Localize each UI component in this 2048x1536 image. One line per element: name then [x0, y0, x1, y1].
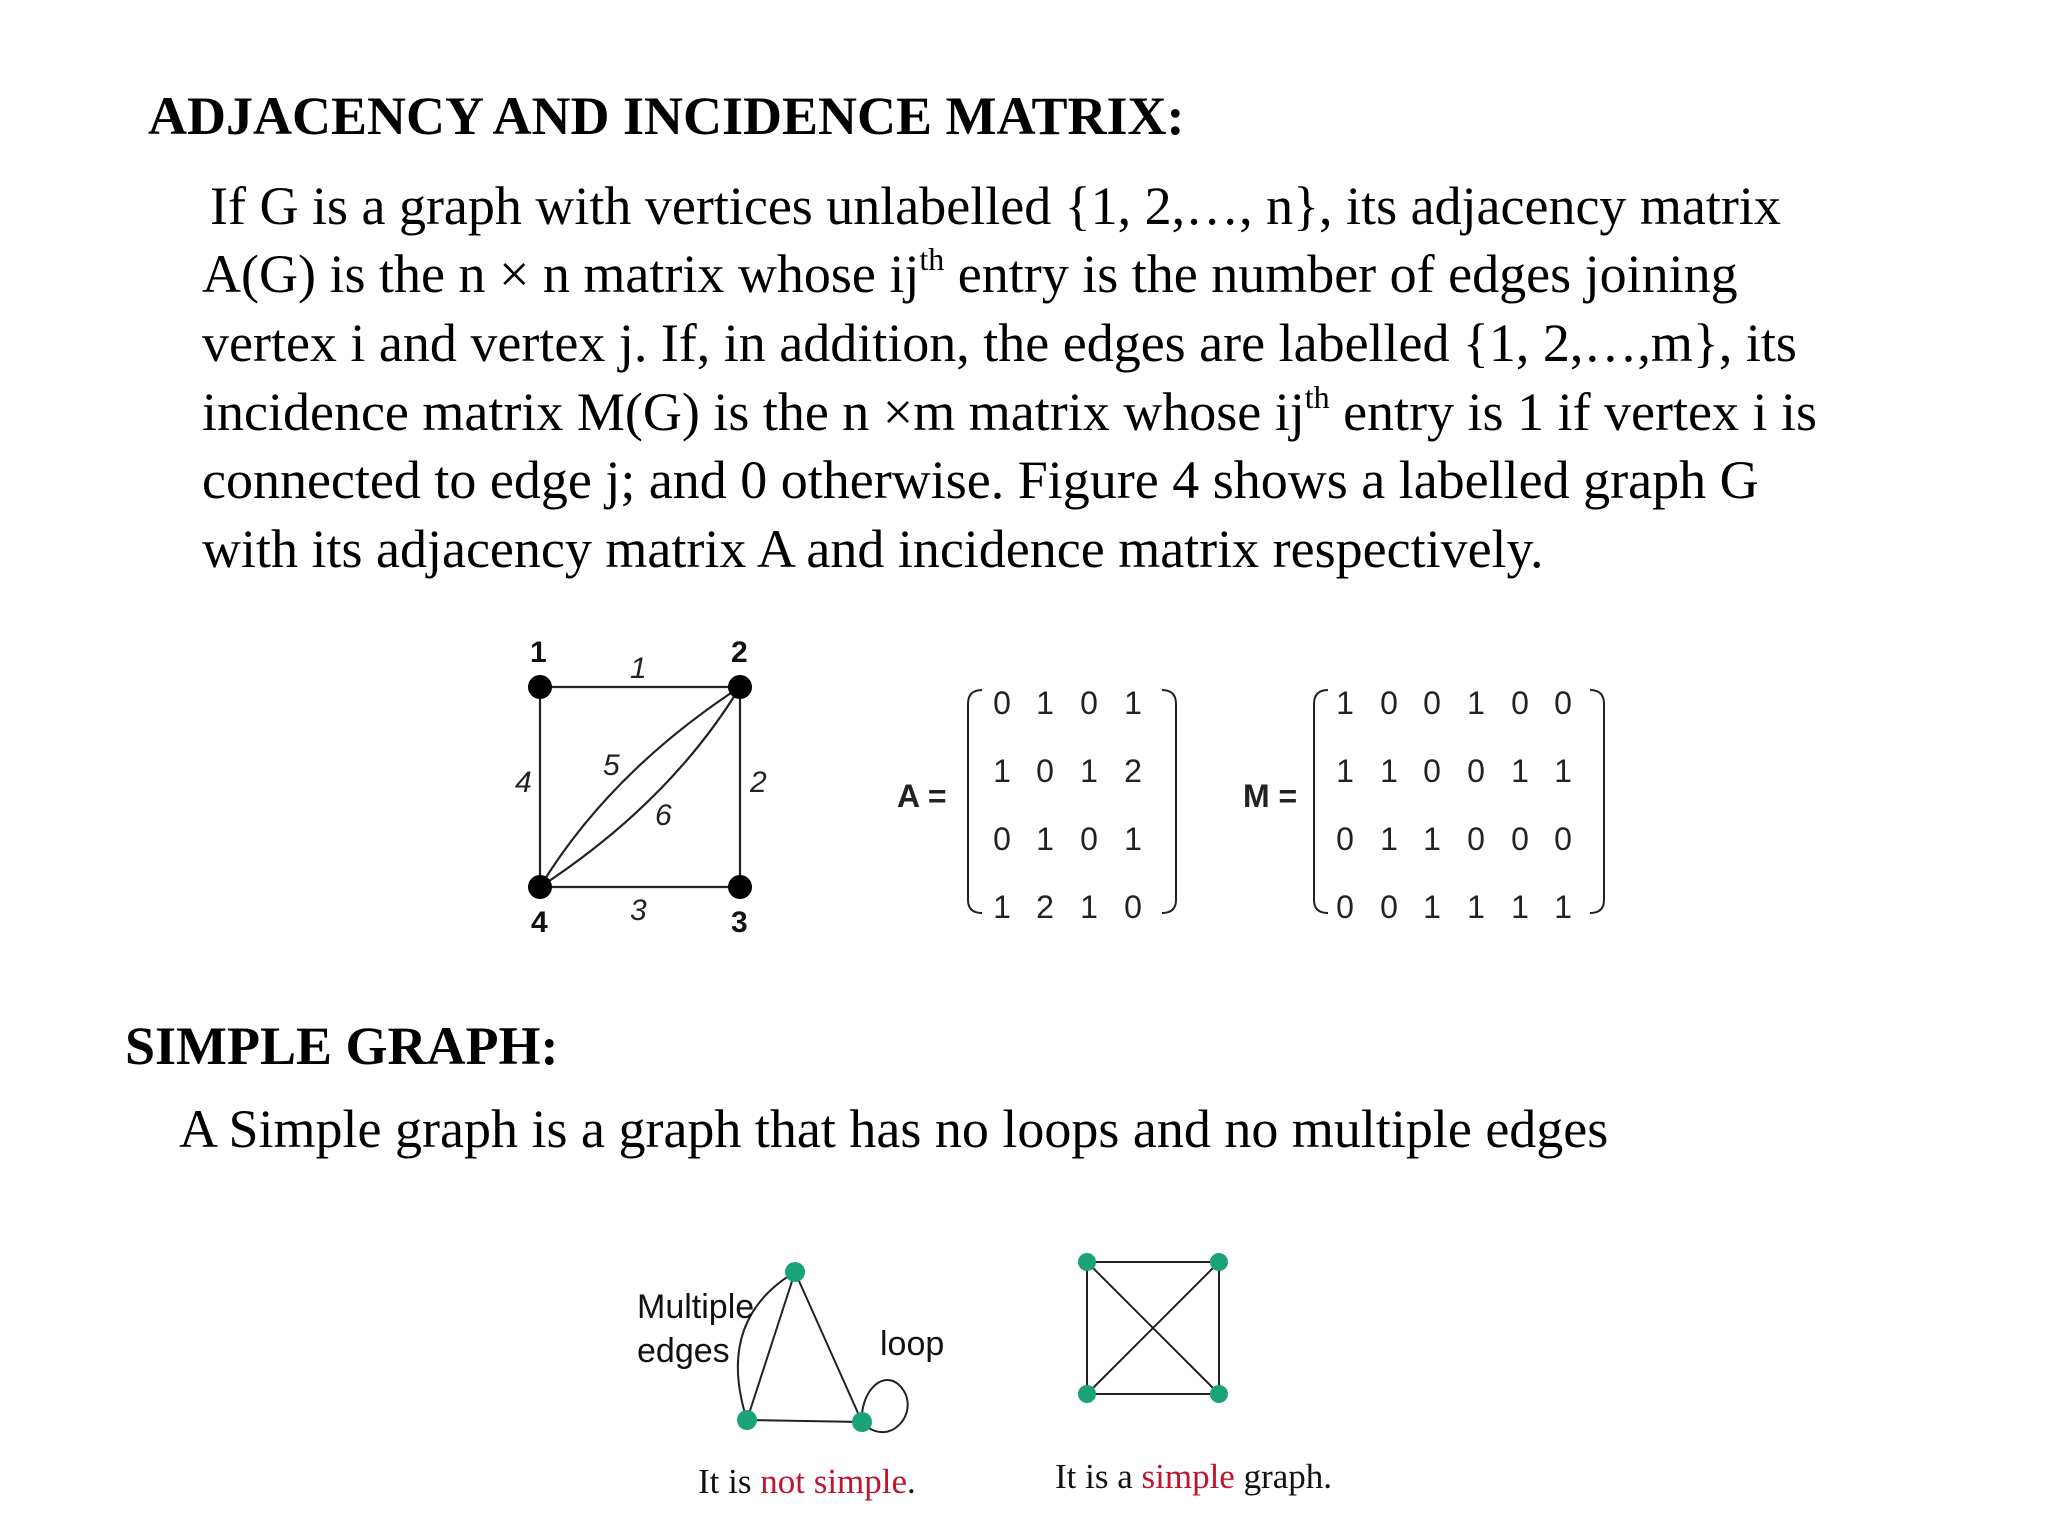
multiple-edges-label: Multiple: [637, 1288, 755, 1326]
labelled-graph: [540, 687, 740, 887]
svg-text:1: 1: [1554, 889, 1572, 925]
simple-graph-definition: A Simple graph is a graph that has no loops and no multiple edges: [179, 1099, 1609, 1159]
simple-graph: [1087, 1262, 1219, 1394]
vertex-label: 1: [530, 636, 547, 669]
matrix-m-brackets: [1314, 690, 1604, 913]
loop-label: loop: [880, 1325, 945, 1363]
paragraph-line: vertex i and vertex j. If, in addition, the edges are labelled {1, 2,…,m}, its: [202, 313, 1797, 373]
paragraph-line: A(G) is the n × n matrix whose $ij^{th}$ entry is the number of edges joining: [202, 241, 1738, 304]
graph-node: [1210, 1385, 1228, 1403]
edge-label: 2: [750, 766, 767, 799]
paragraph-line: connected to edge j; and 0 otherwise. Figure 4 shows a labelled graph G: [202, 450, 1759, 510]
svg-text:1: 1: [993, 753, 1011, 789]
section-heading-simple-graph: SIMPLE GRAPH:: [125, 1016, 559, 1076]
svg-text:0: 0: [1336, 889, 1354, 925]
matrix-m-label: M =: [1243, 778, 1298, 814]
svg-text:0: 0: [1554, 821, 1572, 857]
vertex-dot: [728, 675, 752, 699]
non-simple-graph: [738, 1272, 908, 1432]
caption-not-simple: It is not simple.: [698, 1462, 916, 1501]
svg-text:0: 0: [1467, 753, 1485, 789]
paragraph-line: incidence matrix M(G) is the n ×m matrix whose $ij^{th}$ entry is 1 if vertex i is: [202, 379, 1817, 442]
non-simple-nodes: [737, 1262, 872, 1432]
vertex-label: 4: [531, 906, 548, 939]
graph-node: [1210, 1253, 1228, 1271]
svg-text:0: 0: [1380, 685, 1398, 721]
svg-text:0: 0: [993, 685, 1011, 721]
loop-curve: [862, 1380, 908, 1432]
svg-text:0: 0: [1511, 821, 1529, 857]
svg-text:1: 1: [1380, 753, 1398, 789]
edge-label: 3: [630, 894, 647, 927]
simple-graph-nodes: [1078, 1253, 1228, 1403]
paragraph-line: If G is a graph with vertices unlabelled {1, 2,…, n}, its adjacency matrix: [210, 176, 1781, 236]
paragraph-line: with its adjacency matrix A and incidence matrix respectively.: [202, 519, 1544, 579]
svg-text:0: 0: [1554, 685, 1572, 721]
svg-text:0: 0: [1036, 753, 1054, 789]
vertex-dot: [528, 675, 552, 699]
svg-text:0: 0: [1380, 889, 1398, 925]
svg-text:1: 1: [1124, 821, 1142, 857]
svg-text:0: 0: [1423, 753, 1441, 789]
edge-label: 1: [630, 652, 647, 685]
svg-text:1: 1: [1080, 753, 1098, 789]
graph-node: [852, 1412, 872, 1432]
multiple-edges-label: edges: [637, 1332, 730, 1370]
matrix-a-brackets: [968, 690, 1176, 913]
section-heading-adjacency: ADJACENCY AND INCIDENCE MATRIX:: [148, 86, 1185, 146]
edge-label: 5: [603, 749, 620, 782]
svg-text:1: 1: [1380, 821, 1398, 857]
svg-text:1: 1: [1554, 753, 1572, 789]
svg-text:0: 0: [1080, 821, 1098, 857]
caption-simple: It is a simple graph.: [1055, 1457, 1333, 1496]
graph-node: [737, 1410, 757, 1430]
matrix-m-entries: [1336, 685, 1572, 925]
svg-text:1: 1: [1467, 685, 1485, 721]
svg-text:1: 1: [1423, 821, 1441, 857]
vertex-label: 3: [731, 906, 748, 939]
graph-node: [785, 1262, 805, 1282]
edge-label: 6: [655, 799, 672, 832]
svg-text:1: 1: [1036, 685, 1054, 721]
svg-text:1: 1: [993, 889, 1011, 925]
svg-text:1: 1: [1080, 889, 1098, 925]
vertex-dot: [528, 875, 552, 899]
svg-text:0: 0: [1336, 821, 1354, 857]
svg-text:0: 0: [993, 821, 1011, 857]
svg-text:0: 0: [1423, 685, 1441, 721]
edge-6: [540, 687, 740, 887]
svg-text:1: 1: [1336, 685, 1354, 721]
matrix-a-entries: [993, 685, 1142, 925]
svg-text:0: 0: [1511, 685, 1529, 721]
edge-5: [540, 687, 740, 887]
edge-label: 4: [515, 766, 532, 799]
vertex-label: 2: [731, 636, 748, 669]
svg-text:0: 0: [1124, 889, 1142, 925]
svg-text:1: 1: [1467, 889, 1485, 925]
graph-node: [1078, 1253, 1096, 1271]
svg-text:1: 1: [1511, 753, 1529, 789]
graph-node: [1078, 1385, 1096, 1403]
svg-text:0: 0: [1467, 821, 1485, 857]
svg-text:1: 1: [1423, 889, 1441, 925]
svg-text:1: 1: [1124, 685, 1142, 721]
svg-text:2: 2: [1124, 753, 1142, 789]
svg-text:0: 0: [1080, 685, 1098, 721]
svg-text:1: 1: [1036, 821, 1054, 857]
svg-text:1: 1: [1511, 889, 1529, 925]
vertex-dot: [728, 875, 752, 899]
svg-text:1: 1: [1336, 753, 1354, 789]
svg-text:2: 2: [1036, 889, 1054, 925]
matrix-a-label: A =: [897, 778, 947, 814]
